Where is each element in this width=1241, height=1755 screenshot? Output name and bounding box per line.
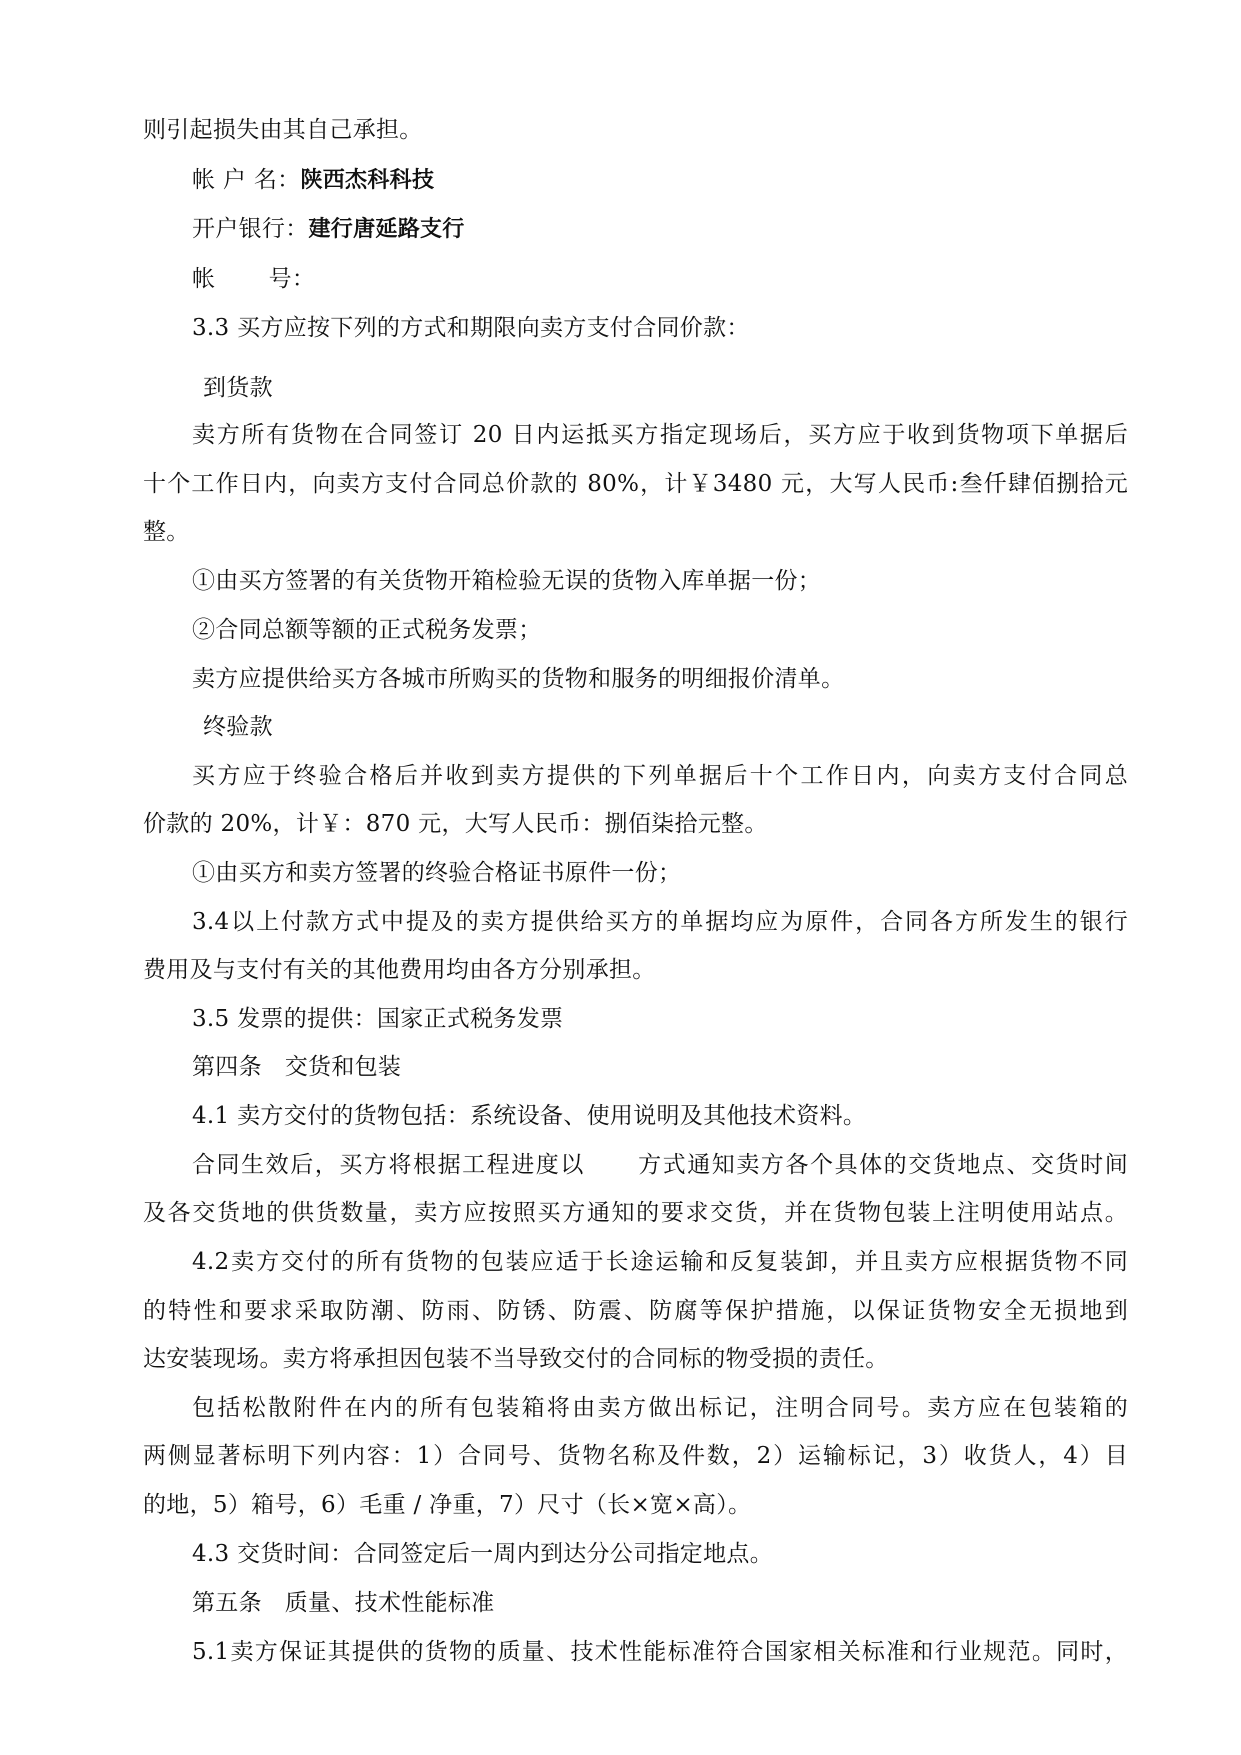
text-line: 合同生效后，买方将根据工程进度以 方式通知卖方各个具体的交货地点、交货时间 <box>192 1152 1128 1178</box>
text-line: 的地，5）箱号，6）毛重 / 净重，7）尺寸（长×宽×高）。 <box>143 1492 752 1518</box>
section-4-2: 4.2卖方交付的所有货物的包装应适于长途运输和反复装卸，并且卖方应根据货物不同 <box>192 1249 1128 1275</box>
text-line: 整。 <box>143 519 190 545</box>
section-3-3: 3.3 买方应按下列的方式和期限向卖方支付合同价款： <box>192 315 750 341</box>
text-line: 费用及与支付有关的其他费用均由各方分别承担。 <box>143 957 656 983</box>
text-line: 卖方所有货物在合同签订 20 日内运抵买方指定现场后，买方应于收到货物项下单据后 <box>192 422 1128 448</box>
bank-row <box>192 214 465 245</box>
article-4-heading: 第四条 交货和包装 <box>192 1054 402 1080</box>
account-name-value: 陕西杰科科技 <box>300 168 435 193</box>
text-line: 则引起损失由其自己承担。 <box>143 117 423 143</box>
heading-final-payment: 终验款 <box>203 714 273 740</box>
list-item: ①由买方和卖方签署的终验合格证书原件一份； <box>192 860 682 886</box>
account-name-row <box>192 165 434 196</box>
article-5-heading: 第五条 质量、技术性能标准 <box>192 1590 495 1616</box>
text-line: 的特性和要求采取防潮、防雨、防锈、防震、防腐等保护措施，以保证货物安全无损地到 <box>143 1298 1128 1324</box>
section-3-4: 3.4以上付款方式中提及的卖方提供给买方的单据均应为原件，合同各方所发生的银行 <box>192 909 1128 935</box>
text-line: 两侧显著标明下列内容：1）合同号、货物名称及件数，2）运输标记，3）收货人，4）目 <box>143 1443 1128 1469</box>
document-page <box>143 0 1128 1755</box>
bank-value: 建行唐延路支行 <box>308 217 465 242</box>
section-3-5: 3.5 发票的提供：国家正式税务发票 <box>192 1006 564 1032</box>
list-item: ①由买方签署的有关货物开箱检验无误的货物入库单据一份； <box>192 568 822 594</box>
list-item: ②合同总额等额的正式税务发票； <box>192 617 542 643</box>
bank-label: 开户银行： <box>192 216 309 242</box>
text-line: 卖方应提供给买方各城市所购买的货物和服务的明细报价清单。 <box>192 666 845 692</box>
text-line: 十个工作日内，向卖方支付合同总价款的 80%，计￥3480 元，大写人民币:叁仟肆佰捌拾元 <box>143 471 1128 497</box>
section-5-1: 5.1卖方保证其提供的货物的质量、技术性能标准符合国家相关标准和行业规范。同时， <box>192 1639 1128 1665</box>
section-4-1: 4.1 卖方交付的货物包括：系统设备、使用说明及其他技术资料。 <box>192 1103 867 1129</box>
text-line: 包括松散附件在内的所有包装箱将由卖方做出标记，注明合同号。卖方应在包装箱的 <box>192 1395 1128 1421</box>
text-line: 达安装现场。卖方将承担因包装不当导致交付的合同标的物受损的责任。 <box>143 1346 889 1372</box>
text-line: 及各交货地的供货数量，卖方应按照买方通知的要求交货，并在货物包装上注明使用站点。 <box>143 1200 1128 1226</box>
account-number-label: 帐 号： <box>192 266 316 292</box>
account-name-label: 帐 户 名： <box>192 167 301 193</box>
section-4-3: 4.3 交货时间：合同签定后一周内到达分公司指定地点。 <box>192 1541 773 1567</box>
text-line: 价款的 20%，计￥：870 元，大写人民币：捌佰柒拾元整。 <box>143 811 768 837</box>
text-line: 买方应于终验合格后并收到卖方提供的下列单据后十个工作日内，向卖方支付合同总 <box>192 763 1128 789</box>
heading-delivery-payment: 到货款 <box>203 375 273 401</box>
